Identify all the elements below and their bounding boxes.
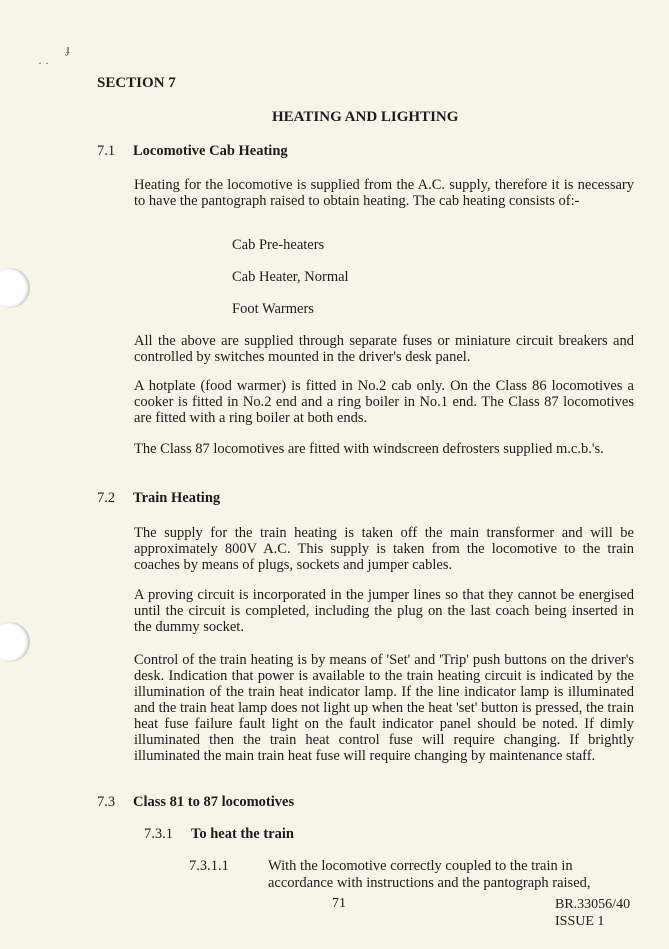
margin-mark-dots: · · — [38, 56, 49, 70]
heading-7-3-number: 7.3 — [97, 794, 116, 810]
heading-7-2-number: 7.2 — [97, 490, 116, 506]
heading-7-1-number: 7.1 — [97, 143, 116, 159]
paragraph-7-2-proving-circuit: A proving circuit is incorporated in the jumper lines so that they cannot be energised until the circuit is completed, including the plug on the last coach being inserted in the dummy socket. — [134, 587, 634, 635]
paragraph-7-2-control: Control of the train heating is by means of 'Set' and 'Trip' push buttons on the driver's desk. Indication that power is available to the train heating circuit is indicated by the illumination of the train heat indicator lamp. If the line indicator lamp is illuminated and the train heat lamp does not light up when the heat 'set' button is pressed, the train heat fuse failure fault light on the fault indicator panel should be noted. If dimly illuminated then the train heat control fuse will require changing. If brightly illuminated the main train heat fuse will require changing by maintenance staff. — [134, 652, 634, 764]
issue-label: ISSUE 1 — [555, 914, 605, 929]
heading-7-3-1-title: To heat the train — [191, 826, 294, 842]
heading-7-2-title: Train Heating — [133, 490, 221, 506]
paragraph-7-2-supply: The supply for the train heating is taken off the main transformer and will be approximately 800V A.C. This supply is taken from the locomotive to the train coaches by means of plugs, sockets and jumper cables. — [134, 525, 634, 573]
list-item-foot-warmers: Foot Warmers — [232, 301, 314, 317]
punch-hole-top — [0, 268, 30, 308]
heading-7-1-title: Locomotive Cab Heating — [133, 143, 288, 159]
paragraph-7-1-defrosters: The Class 87 locomotives are fitted with windscreen defrosters supplied m.c.b.'s. — [134, 441, 604, 457]
document-reference: BR.33056/40 — [555, 897, 631, 912]
paragraph-7-1-fuses: All the above are supplied through separate fuses or miniature circuit breakers and controlled by switches mounted in the driver's desk panel. — [134, 333, 634, 365]
page-number: 71 — [332, 896, 346, 911]
section-heading: HEATING AND LIGHTING — [272, 109, 459, 125]
list-item-cab-heater-normal: Cab Heater, Normal — [232, 269, 349, 285]
list-item-cab-pre-heaters: Cab Pre-heaters — [232, 237, 325, 253]
paragraph-7-3-1-1-line2: accordance with instructions and the pantograph raised, — [268, 875, 591, 891]
heading-7-3-1-1-number: 7.3.1.1 — [189, 858, 229, 874]
margin-mark-glyph: ɟ — [66, 42, 70, 56]
heading-7-3-1-number: 7.3.1 — [144, 826, 173, 842]
paragraph-7-1-intro: Heating for the locomotive is supplied from the A.C. supply, therefore it is necessary to have the pantograph raised to obtain heating. The cab heating consists of:- — [134, 177, 634, 209]
punch-hole-bottom — [0, 622, 30, 662]
section-title: SECTION 7 — [97, 75, 176, 91]
heading-7-3-title: Class 81 to 87 locomotives — [133, 794, 295, 810]
paragraph-7-3-1-1-line1: With the locomotive correctly coupled to the train in — [268, 858, 573, 874]
paragraph-7-1-hotplate: A hotplate (food warmer) is fitted in No.2 cab only. On the Class 86 locomotives a cooker is fitted in No.2 end and a ring boiler in No.1 end. The Class 87 locomotives are fitted with a ring boiler at both ends. — [134, 378, 634, 426]
